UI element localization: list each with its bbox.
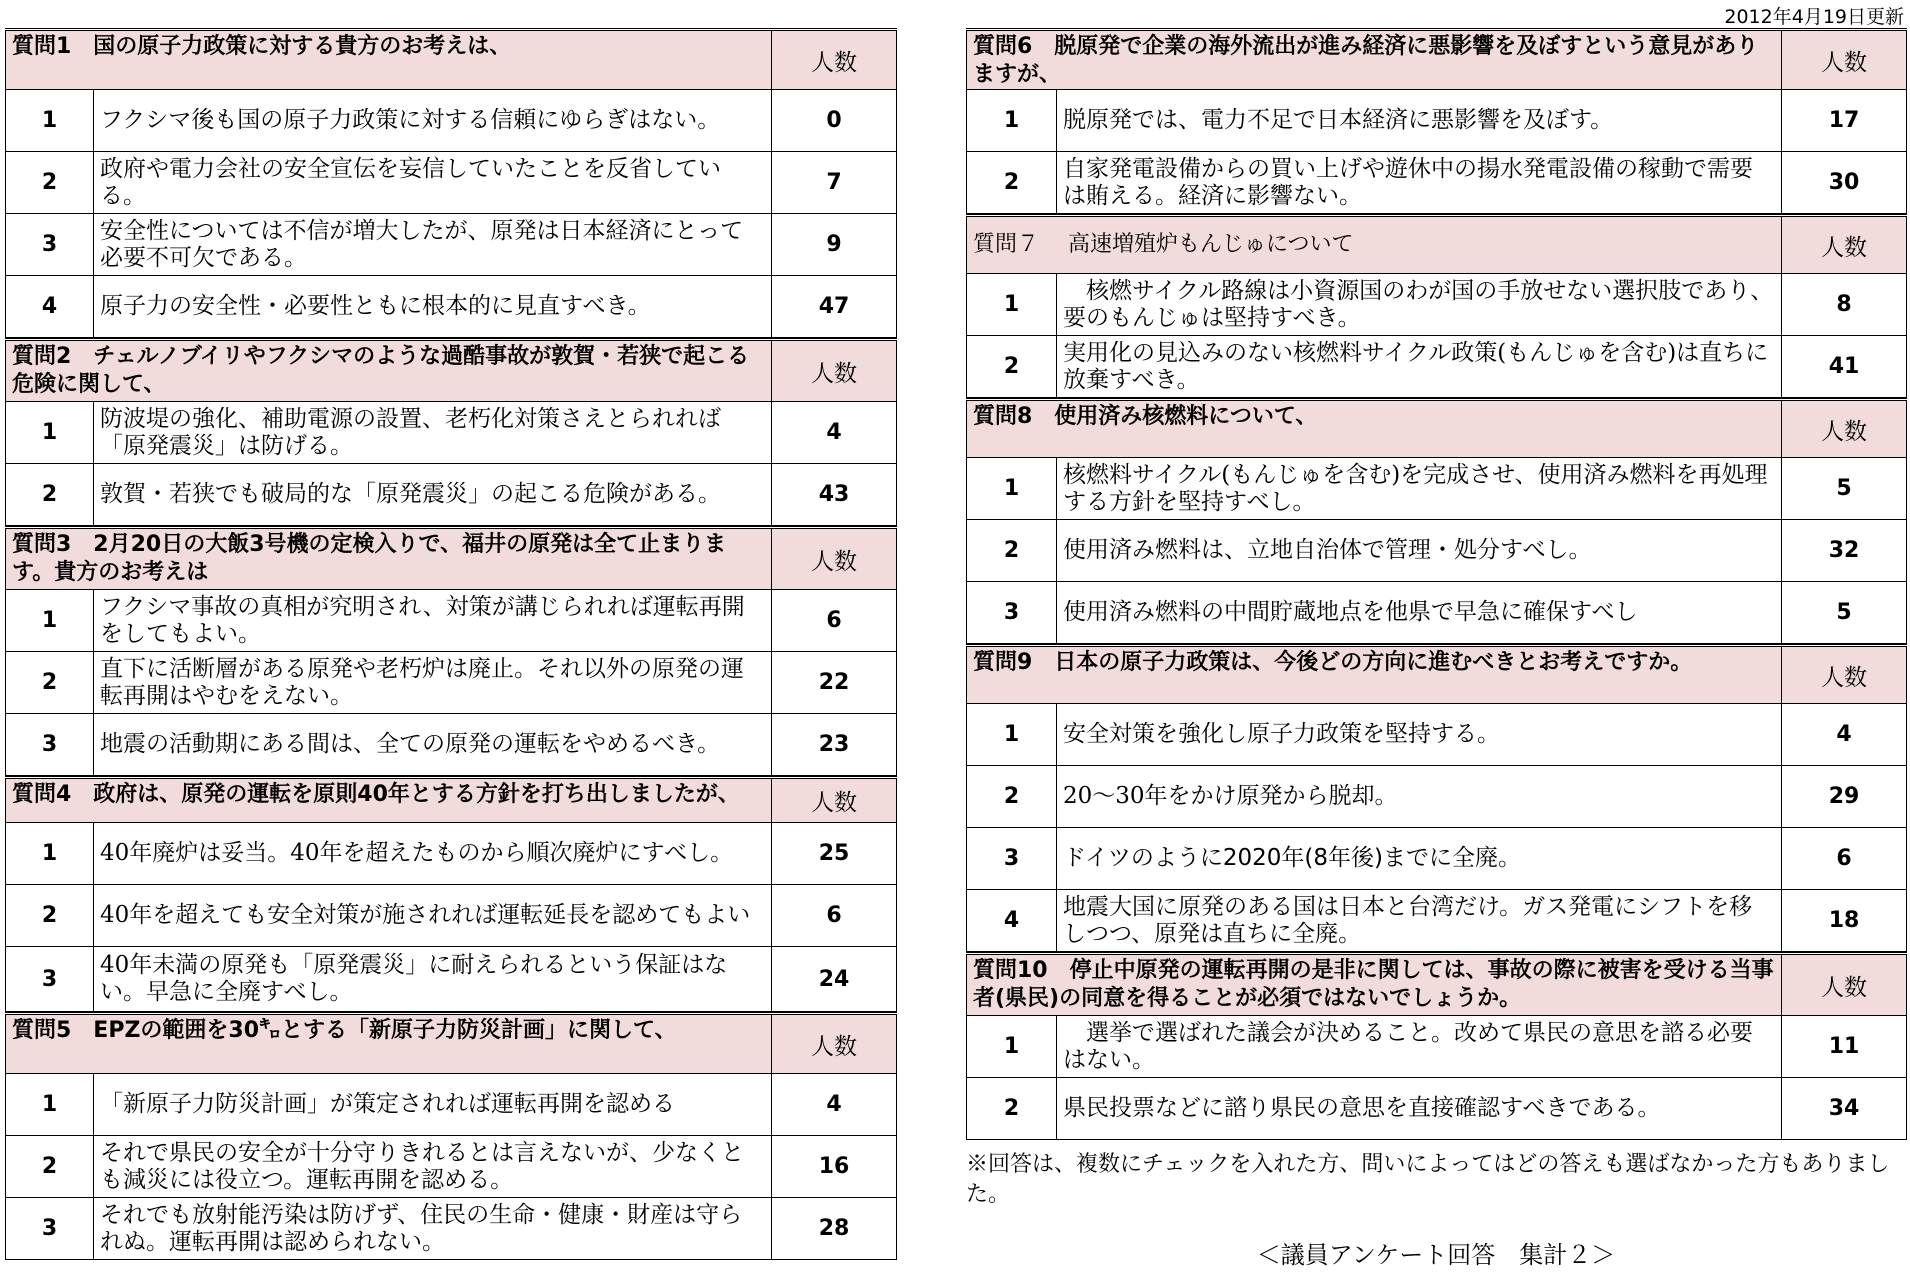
answer-count: 5 xyxy=(1782,458,1907,520)
answer-row xyxy=(6,90,897,152)
answer-count: 8 xyxy=(1782,274,1907,336)
option-text-cell xyxy=(94,652,772,714)
option-text-cell xyxy=(94,714,772,776)
option-text-cell xyxy=(1057,520,1782,582)
option-number: 2 xyxy=(6,1136,94,1198)
option-text-cell xyxy=(94,90,772,152)
option-text: 安全対策を強化し原子力政策を堅持する。 xyxy=(1063,721,1500,747)
question-title-text: 質問1 国の原子力政策に対する貴方のお考えは、 xyxy=(12,34,512,59)
option-text-cell xyxy=(1057,1078,1782,1140)
answer-count: 25 xyxy=(772,823,897,885)
option-text-cell xyxy=(94,823,772,885)
answer-count: 11 xyxy=(1782,1016,1907,1078)
option-number: 3 xyxy=(6,714,94,776)
answer-row xyxy=(6,947,897,1012)
answer-row xyxy=(967,1016,1907,1078)
question-title xyxy=(6,1014,772,1074)
question-title xyxy=(967,216,1782,274)
answer-count: 4 xyxy=(772,402,897,464)
option-text-cell xyxy=(94,276,772,338)
answer-count: 16 xyxy=(772,1136,897,1198)
option-number: 1 xyxy=(967,90,1057,152)
option-text-cell xyxy=(94,1198,772,1260)
question-title-text: 質問10 停止中原発の運転再開の是非に関しては、事故の際に被害を受ける当事者(県民)の同意を得ることが必須ではないでしょうか。 xyxy=(973,958,1774,1011)
answer-row xyxy=(6,1136,897,1198)
answer-count: 6 xyxy=(772,885,897,947)
answer-count: 29 xyxy=(1782,766,1907,828)
option-text-cell xyxy=(1057,336,1782,398)
option-text-cell xyxy=(1057,274,1782,336)
option-text: ドイツのように2020年(8年後)までに全廃。 xyxy=(1063,845,1521,871)
answer-row xyxy=(6,823,897,885)
footnote: ※回答は、複数にチェックを入れた方、問いによってはどの答えも選ばなかった方もありました。 xyxy=(966,1152,1890,1207)
answer-row xyxy=(6,402,897,464)
answer-count: 4 xyxy=(1782,704,1907,766)
answer-row xyxy=(967,582,1907,644)
option-text: 脱原発では、電力不足で日本経済に悪影響を及ぼす。 xyxy=(1063,107,1614,133)
option-text: 40年廃炉は妥当。40年を超えたものから順次廃炉にすべし。 xyxy=(100,840,734,866)
option-number: 4 xyxy=(6,276,94,338)
question-title-text: 質問5 EPZの範囲を30㌔とする「新原子力防災計画」に関して、 xyxy=(12,1018,677,1043)
answer-row xyxy=(6,885,897,947)
option-text: 政府や電力会社の安全宣伝を妄信していたことを反省している。 xyxy=(100,155,721,209)
option-text: 「新原子力防災計画」が策定されれば運転再開を認める xyxy=(100,1091,675,1117)
option-text: 防波堤の強化、補助電源の設置、老朽化対策さえとられれば「原発震災」は防げる。 xyxy=(100,405,721,459)
answer-row xyxy=(967,274,1907,336)
option-number: 2 xyxy=(967,766,1057,828)
answer-count: 32 xyxy=(1782,520,1907,582)
option-text: それで県民の安全が十分守りきれるとは言えないが、少なくとも減災には役立つ。運転再開を認める。 xyxy=(100,1139,744,1193)
answer-count: 41 xyxy=(1782,336,1907,398)
count-header: 人数 xyxy=(772,1014,897,1074)
question-table-7 xyxy=(966,214,1907,398)
option-number: 2 xyxy=(967,520,1057,582)
question-title xyxy=(6,528,772,590)
option-text-cell xyxy=(94,885,772,947)
option-number: 2 xyxy=(6,464,94,526)
option-text: 直下に活断層がある原発や老朽炉は廃止。それ以外の原発の運転再開はやむをえない。 xyxy=(100,655,744,709)
question-title xyxy=(6,30,772,90)
answer-row xyxy=(967,828,1907,890)
answer-count: 7 xyxy=(772,152,897,214)
count-header: 人数 xyxy=(772,528,897,590)
option-number: 1 xyxy=(967,1016,1057,1078)
option-number: 1 xyxy=(6,402,94,464)
option-text-cell xyxy=(94,1136,772,1198)
answer-row xyxy=(6,714,897,776)
option-text: 原子力の安全性・必要性ともに根本的に見直すべき。 xyxy=(100,293,651,319)
option-text: 40年を超えても安全対策が施されれば運転延長を認めてもよい xyxy=(100,902,751,928)
option-number: 3 xyxy=(6,947,94,1012)
question-title-text: 質問9 日本の原子力政策は、今後どの方向に進むべきとお考えですか。 xyxy=(973,650,1693,675)
option-text: 自家発電設備からの買い上げや遊休中の揚水発電設備の稼動で需要は賄える。経済に影響ない。 xyxy=(1063,155,1753,209)
answer-row xyxy=(967,1078,1907,1140)
option-number: 2 xyxy=(967,152,1057,214)
option-text-cell xyxy=(94,1074,772,1136)
answer-row xyxy=(6,464,897,526)
option-number: 3 xyxy=(967,582,1057,644)
answer-row xyxy=(967,704,1907,766)
question-title-text: 質問6 脱原発で企業の海外流出が進み経済に悪影響を及ぼすという意見がありますが、 xyxy=(973,34,1759,87)
option-text: それでも放射能汚染は防げず、住民の生命・健康・財産は守られぬ。運転再開は認められない。 xyxy=(100,1201,743,1255)
option-number: 3 xyxy=(6,1198,94,1260)
option-text-cell xyxy=(94,152,772,214)
option-number: 1 xyxy=(967,274,1057,336)
question-title-text: 質問4 政府は、原発の運転を原則40年とする方針を打ち出しましたが、 xyxy=(12,782,740,807)
answer-count: 6 xyxy=(772,590,897,652)
option-text-cell xyxy=(1057,1016,1782,1078)
question-title xyxy=(967,954,1782,1016)
question-table-1 xyxy=(5,28,897,338)
answer-row xyxy=(967,458,1907,520)
answer-count: 5 xyxy=(1782,582,1907,644)
option-text: フクシマ後も国の原子力政策に対する信頼にゆらぎはない。 xyxy=(100,107,721,133)
option-text: 安全性については不信が増大したが、原発は日本経済にとって必要不可欠である。 xyxy=(100,217,744,271)
question-table-10 xyxy=(966,952,1907,1140)
option-number: 3 xyxy=(6,214,94,276)
count-header: 人数 xyxy=(1782,216,1907,274)
option-number: 1 xyxy=(967,704,1057,766)
option-number: 1 xyxy=(6,90,94,152)
question-title-text: 質問2 チェルノブイリやフクシマのような過酷事故が敦賀・若狭で起こる危険に関して、 xyxy=(12,344,750,397)
option-text-cell xyxy=(1057,890,1782,952)
question-table-9 xyxy=(966,644,1907,952)
count-header: 人数 xyxy=(772,778,897,823)
option-text: 20～30年をかけ原発から脱却。 xyxy=(1063,783,1398,809)
question-table-4 xyxy=(5,776,897,1012)
option-number: 4 xyxy=(967,890,1057,952)
answer-count: 9 xyxy=(772,214,897,276)
count-header: 人数 xyxy=(1782,30,1907,90)
option-text: 核燃サイクル路線は小資源国のわが国の手放せない選択肢であり、要のもんじゅは堅持すべき。 xyxy=(1063,277,1774,331)
answer-count: 34 xyxy=(1782,1078,1907,1140)
option-text-cell xyxy=(94,464,772,526)
option-text: フクシマ事故の真相が究明され、対策が講じられれば運転再開をしてもよい。 xyxy=(100,593,745,647)
answer-row xyxy=(6,652,897,714)
caption: ＜議員アンケート回答 集計２＞ xyxy=(1256,1241,1616,1269)
option-number: 2 xyxy=(6,152,94,214)
question-table-8 xyxy=(966,398,1907,644)
option-text: 県民投票などに諮り県民の意思を直接確認すべきである。 xyxy=(1063,1095,1661,1121)
option-text-cell xyxy=(1057,90,1782,152)
option-text: 敦賀・若狭でも破局的な「原発震災」の起こる危険がある。 xyxy=(100,481,721,507)
question-title xyxy=(6,778,772,823)
option-number: 1 xyxy=(6,1074,94,1136)
option-text: 使用済み燃料は、立地自治体で管理・処分すべし。 xyxy=(1063,537,1592,563)
option-text-cell xyxy=(1057,766,1782,828)
option-text: 実用化の見込みのない核燃料サイクル政策(もんじゅを含む)は直ちに放棄すべき。 xyxy=(1063,339,1769,393)
question-title xyxy=(967,400,1782,458)
answer-row xyxy=(6,1198,897,1260)
answer-count: 23 xyxy=(772,714,897,776)
count-header: 人数 xyxy=(1782,954,1907,1016)
answer-count: 24 xyxy=(772,947,897,1012)
question-title xyxy=(967,30,1782,90)
answer-count: 4 xyxy=(772,1074,897,1136)
option-text-cell xyxy=(1057,582,1782,644)
answer-row xyxy=(967,520,1907,582)
option-text-cell xyxy=(1057,458,1782,520)
option-text: 地震の活動期にある間は、全ての原発の運転をやめるべき。 xyxy=(100,731,721,757)
answer-row xyxy=(6,276,897,338)
option-text-cell xyxy=(94,214,772,276)
question-table-3 xyxy=(5,526,897,776)
question-title-text: 質問3 2月20日の大飯3号機の定検入りで、福井の原発は全て止まります。貴方のお考えは xyxy=(12,532,727,585)
option-number: 2 xyxy=(6,885,94,947)
option-number: 1 xyxy=(6,590,94,652)
count-header: 人数 xyxy=(772,340,897,402)
count-header: 人数 xyxy=(772,30,897,90)
answer-row xyxy=(967,336,1907,398)
answer-row xyxy=(967,890,1907,952)
question-table-2 xyxy=(5,338,897,526)
option-text: 40年未満の原発も「原発震災」に耐えられるという保証はない。早急に全廃すべし。 xyxy=(100,952,728,1005)
answer-row xyxy=(6,152,897,214)
answer-count: 43 xyxy=(772,464,897,526)
answer-count: 22 xyxy=(772,652,897,714)
count-header: 人数 xyxy=(1782,400,1907,458)
question-title xyxy=(6,340,772,402)
option-text-cell xyxy=(94,947,772,1012)
right-column xyxy=(966,28,1906,1140)
option-number: 3 xyxy=(967,828,1057,890)
answer-row xyxy=(6,1074,897,1136)
option-number: 2 xyxy=(6,652,94,714)
option-text: 使用済み燃料の中間貯蔵地点を他県で早急に確保すべし xyxy=(1063,599,1638,625)
answer-count: 47 xyxy=(772,276,897,338)
answer-row xyxy=(967,766,1907,828)
answer-count: 28 xyxy=(772,1198,897,1260)
answer-row xyxy=(967,90,1907,152)
count-header: 人数 xyxy=(1782,646,1907,704)
answer-count: 0 xyxy=(772,90,897,152)
option-text-cell xyxy=(1057,704,1782,766)
option-number: 2 xyxy=(967,1078,1057,1140)
option-number: 2 xyxy=(967,336,1057,398)
option-text-cell xyxy=(94,402,772,464)
question-title-text: 質問8 使用済み核燃料について、 xyxy=(973,404,1318,429)
answer-row xyxy=(967,152,1907,214)
answer-row xyxy=(6,590,897,652)
option-text-cell xyxy=(94,590,772,652)
option-text: 選挙で選ばれた議会が決めること。改めて県民の意思を諮る必要はない。 xyxy=(1063,1019,1753,1073)
answer-count: 18 xyxy=(1782,890,1907,952)
answer-row xyxy=(6,214,897,276)
option-text-cell xyxy=(1057,152,1782,214)
question-table-5 xyxy=(5,1012,897,1260)
option-text-cell xyxy=(1057,828,1782,890)
question-title-text: 質問７ 高速増殖炉もんじゅについて xyxy=(973,232,1354,257)
answer-count: 6 xyxy=(1782,828,1907,890)
option-number: 1 xyxy=(967,458,1057,520)
question-table-6 xyxy=(966,28,1907,214)
updated-date: 2012年4月19日更新 xyxy=(1724,6,1904,28)
answer-count: 17 xyxy=(1782,90,1907,152)
left-column xyxy=(5,28,896,1260)
question-title xyxy=(967,646,1782,704)
answer-count: 30 xyxy=(1782,152,1907,214)
option-text: 地震大国に原発のある国は日本と台湾だけ。ガス発電にシフトを移しつつ、原発は直ちに全廃。 xyxy=(1063,893,1753,947)
option-number: 1 xyxy=(6,823,94,885)
option-text: 核燃料サイクル(もんじゅを含む)を完成させ、使用済み燃料を再処理する方針を堅持すべし。 xyxy=(1063,461,1768,515)
